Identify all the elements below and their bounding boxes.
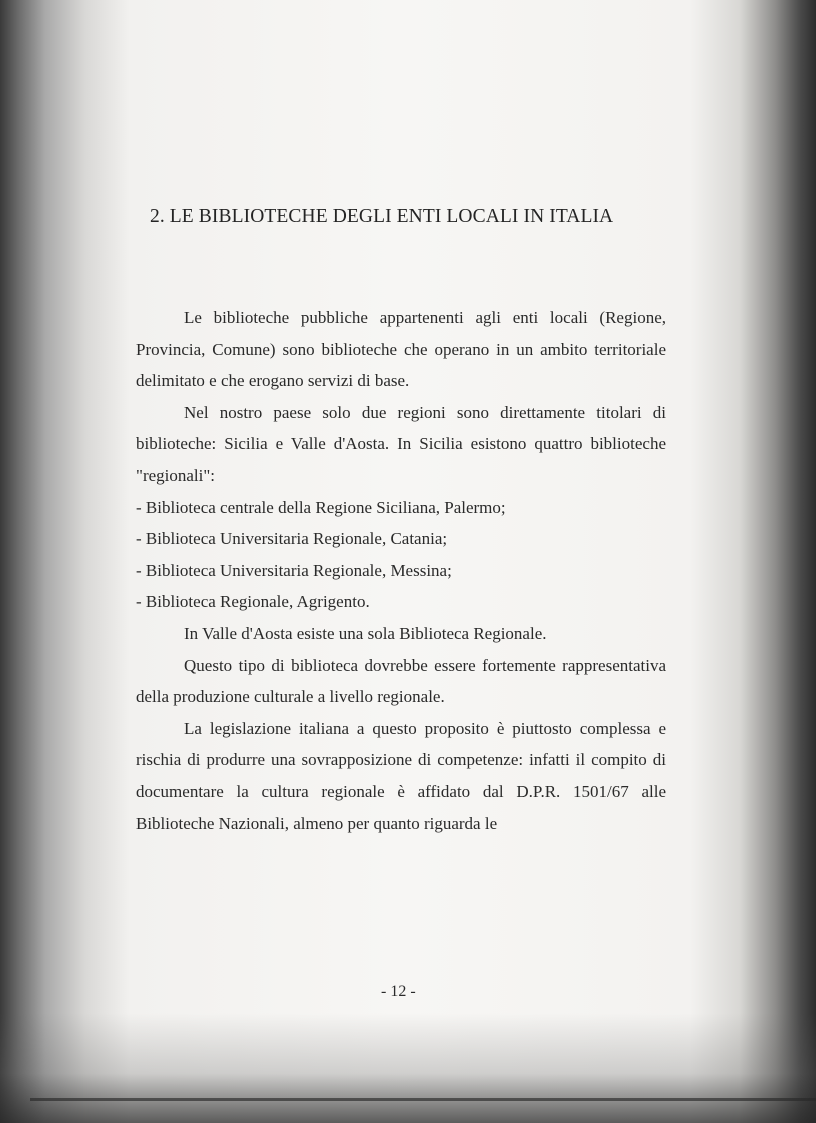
paragraph-regioni-titolari: Nel nostro paese solo due regioni sono direttamente titolari di biblioteche: Sicilia e Valle d'Aosta. In Sicilia esistono quattro biblioteche "regionali": (136, 402, 666, 485)
list-item: - Biblioteca Universitaria Regionale, Catania; (136, 529, 448, 549)
body-text (136, 302, 666, 839)
paragraph-valle-aosta: In Valle d'Aosta esiste una sola Biblioteca Regionale. (184, 623, 547, 643)
list-item: - Biblioteca Universitaria Regionale, Messina; (136, 560, 452, 580)
page-number: - 12 - (381, 983, 416, 1000)
list-item: - Biblioteca centrale della Regione Siciliana, Palermo; (136, 497, 506, 517)
page-edge-line (30, 1098, 816, 1101)
section-heading: 2. LE BIBLIOTECHE DEGLI ENTI LOCALI IN ITALIA (150, 206, 614, 227)
list-item: - Biblioteca Regionale, Agrigento. (136, 592, 370, 612)
paragraph-tipo-biblioteca: Questo tipo di biblioteca dovrebbe essere fortemente rappresentativa della produzione culturale a livello regionale. (136, 655, 666, 707)
paragraph-legislazione: La legislazione italiana a questo proposito è piuttosto complessa e rischia di produrre una sovrapposizione di competenze: infatti il compito di documentare la cultura regionale è affidato dal D.P.R. 1501/67 alle Biblioteche Nazionali, almeno per quanto riguarda le (136, 718, 666, 833)
page-bottom-shadow (0, 1013, 816, 1123)
regional-libraries-list (136, 492, 666, 618)
paragraph-enti-locali: Le biblioteche pubbliche appartenenti agli enti locali (Regione, Provincia, Comune) sono biblioteche che operano in un ambito territoriale delimitato e che erogano servizi di base. (136, 308, 666, 391)
